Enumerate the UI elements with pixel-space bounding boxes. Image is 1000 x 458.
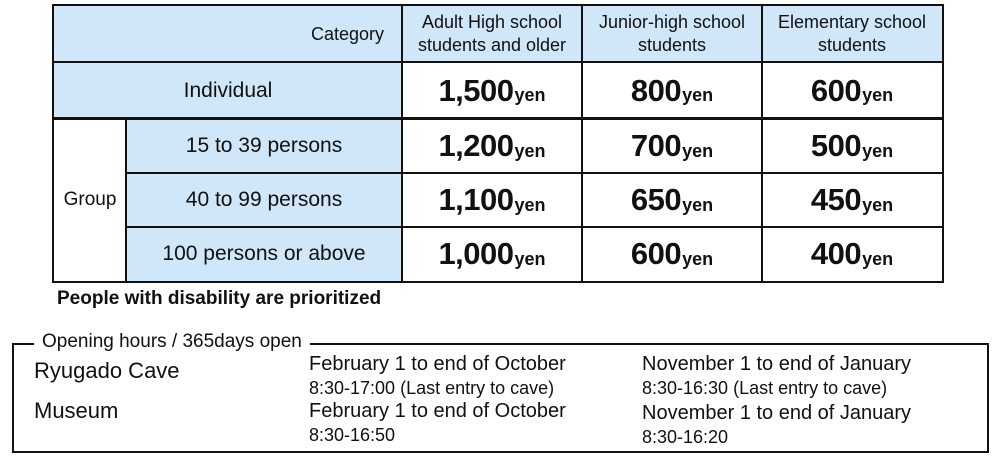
yen-unit: yen [514,140,546,161]
group-100-adult-price [402,227,582,281]
group-100-elementary-price [762,227,942,281]
group-40-99-elementary-price [762,173,942,227]
museum-season-2: November 1 to end of January [642,402,912,424]
group-40-99-label: 40 to 99 persons [185,188,343,211]
cave-name: Ryugado Cave [34,358,180,383]
row-group-40-99-label [126,173,402,227]
price-value: 1,200 [438,128,514,163]
group-40-99-junior-price [582,173,762,227]
group-15-39-adult-price [402,119,582,173]
disability-note: People with disability are prioritized [57,288,382,309]
fee-table [52,4,944,283]
header-adult-label: Adult High school students and older [417,12,567,55]
grid-line [126,226,942,228]
row-individual-label [54,62,402,119]
header-elementary-label: Elementary school students [777,12,927,55]
header-elementary [762,6,942,62]
museum-name: Museum [34,398,119,423]
individual-adult-price [402,62,582,119]
header-category [54,6,402,62]
price-value: 500 [810,128,862,163]
cave-season-1: February 1 to end of October [309,353,566,375]
grid-line [125,119,127,281]
yen-unit: yen [514,85,546,105]
row-group-100-label [126,227,402,281]
museum-time-2: 8:30-16:20 [642,427,729,447]
grid-line [401,6,403,281]
group-label: Group [63,189,117,210]
grid-line [761,6,763,281]
price-value: 650 [630,182,682,217]
yen-unit: yen [514,248,546,269]
group-label-cell [54,119,126,281]
price-value: 800 [630,72,682,108]
yen-unit: yen [682,248,714,269]
yen-unit: yen [514,194,546,215]
yen-unit: yen [862,248,894,269]
header-junior-label: Junior-high school students [598,12,746,55]
price-value: 450 [810,182,862,217]
grid-line [54,117,942,120]
individual-junior-price [582,62,762,119]
yen-unit: yen [682,85,714,105]
yen-unit: yen [862,194,894,215]
header-junior [582,6,762,62]
price-value: 1,100 [438,182,514,217]
price-value: 700 [630,128,682,163]
grid-line [126,172,942,174]
header-category-label: Category [310,23,384,44]
price-value: 400 [810,236,862,271]
yen-unit: yen [862,140,894,161]
price-value: 1,500 [438,72,514,108]
opening-hours-title: Opening hours / 365days open [34,331,310,353]
price-value: 600 [630,236,682,271]
group-15-39-junior-price [582,119,762,173]
yen-unit: yen [682,140,714,161]
individual-elementary-price [762,62,942,119]
cave-time-2: 8:30-16:30 (Last entry to cave) [642,378,888,398]
museum-time-1: 8:30-16:50 [309,425,396,445]
yen-unit: yen [862,85,894,105]
group-100-label: 100 persons or above [162,242,366,265]
yen-unit: yen [682,194,714,215]
group-100-junior-price [582,227,762,281]
cave-time-1: 8:30-17:00 (Last entry to cave) [309,378,555,398]
group-15-39-elementary-price [762,119,942,173]
price-value: 600 [810,72,862,108]
group-15-39-label: 15 to 39 persons [185,134,343,157]
grid-line [581,6,583,281]
museum-season-1: February 1 to end of October [309,400,566,422]
cave-season-2: November 1 to end of January [642,353,912,375]
header-adult [402,6,582,62]
price-value: 1,000 [438,236,514,271]
row-group-15-39-label [126,119,402,173]
group-40-99-adult-price [402,173,582,227]
grid-line [54,61,942,63]
individual-label: Individual [183,78,273,102]
